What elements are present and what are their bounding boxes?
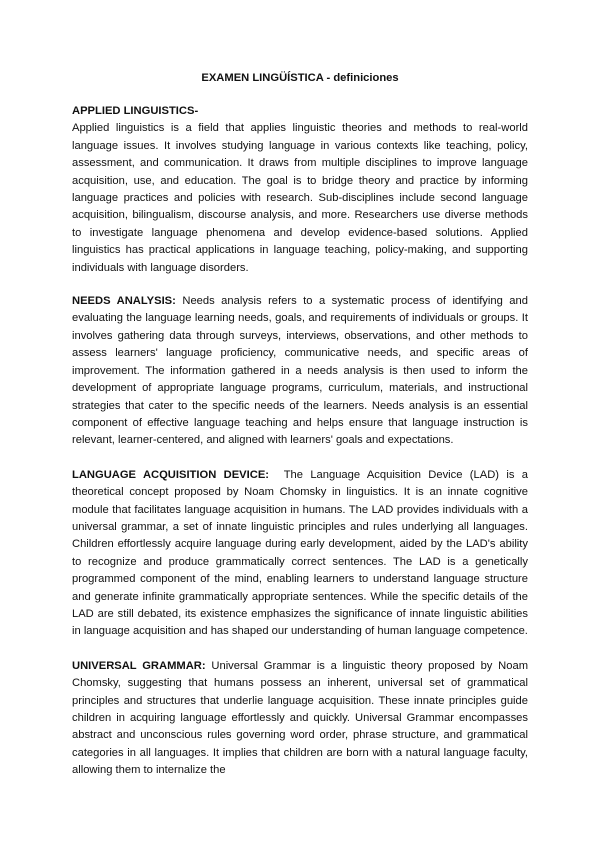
document-title: EXAMEN LINGÜÍSTICA - definiciones [201,72,399,84]
section-body-text: The Language Acquisition Device (LAD) is a theoretical concept proposed by Noam Chomsky in linguistics. It is an innate cognitive module that facilitates language acquisition in humans. The LAD provides individuals with a universal grammar, a set of innate linguistic principles and rules underlying all languages. Children effortlessly acquire language during early development, aided by the LAD's ability to recognize and produce grammatically correct sentences. The LAD is a genetically programmed component of the mind, enabling learners to understand language structure and generate infinite grammatically appropriate sentences. While the specific details of the LAD are still debated, its existence emphasizes the significance of innate linguistic abilities in language acquisition and has shaped our understanding of human language competence. [72,468,528,638]
section-body-text: Needs analysis refers to a systematic process of identifying and evaluating the language learning needs, goals, and requirements of individuals or groups. It involves gathering data through surveys, interviews, observations, and other methods to assess learners' language proficiency, communicative needs, and specific areas of improvement. The information gathered in a needs analysis is then used to inform the development of appropriate language programs, curriculum, materials, and instructional strategies that cater to the specific needs of the learners. Needs analysis is an essential component of effective language teaching and helps ensure that language instruction is relevant, learner-centered, and aligned with learners' goals and expectations. [72,295,528,447]
section-heading: NEEDS ANALYSIS: [72,295,176,308]
section-paragraph [72,293,528,450]
section-body [72,120,528,277]
section-heading: APPLIED LINGUISTICS- [72,105,199,117]
section-body-text: Universal Grammar is a linguistic theory proposed by Noam Chomsky, suggesting that humans possess an inherent, universal set of grammatical principles and structures that underlie language acquisition. These innate principles guide children in acquiring language effortlessly and quickly. Universal Grammar encompasses abstract and unconscious rules governing word order, phrase structure, and grammatical categories in all languages. It implies that children are born with a natural language faculty, allowing them to internalize the [72,659,529,777]
section-heading: UNIVERSAL GRAMMAR: [72,659,206,672]
section-universal-grammar [72,658,528,780]
document-page [72,70,528,797]
section-paragraph [72,658,528,780]
section-heading: LANGUAGE ACQUISITION DEVICE: [72,468,270,481]
section-applied-linguistics [72,103,528,277]
section-needs-analysis [72,293,528,450]
section-paragraph [72,467,528,641]
section-language-acquisition-device [72,467,528,641]
section-body-text: Applied linguistics is a field that applies linguistic theories and methods to real-world language issues. It involves studying language in various contexts like teaching, policy, assessment, and communication. It draws from multiple disciplines to improve language acquisition, use, and education. The goal is to bridge theory and practice by informing language practices and policies with research. Sub-disciplines include second language acquisition, bilingualism, discourse analysis, and more. Researchers use diverse methods to investigate language phenomena and develop evidence-based solutions. Applied linguistics has practical applications in language teaching, policy-making, and supporting individuals with language disorders. [72,122,528,274]
